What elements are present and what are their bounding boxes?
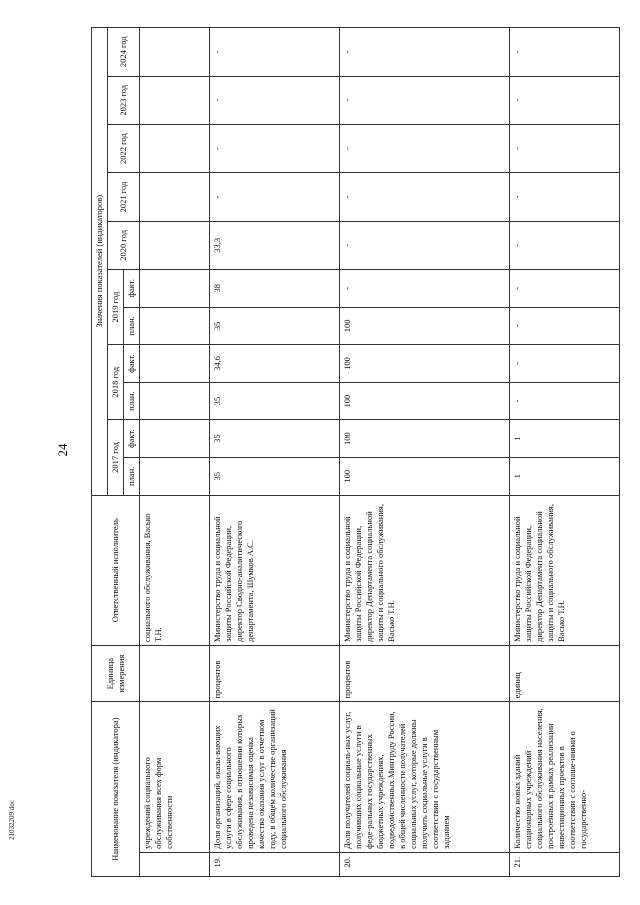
footer-doc-id: 21032209.doc: [8, 800, 16, 840]
header-2021: 2021 год: [108, 173, 140, 221]
row-number: [140, 852, 210, 876]
header-plan: план.: [124, 307, 140, 345]
value-cell: [140, 420, 210, 458]
value-cell: [140, 345, 210, 383]
header-name: Наименование показателя (индикатора): [92, 702, 140, 877]
header-responsible: Ответственный исполнитель: [92, 495, 140, 645]
value-cell: [140, 221, 210, 269]
value-cell: -: [210, 124, 340, 172]
value-cell: -: [210, 76, 340, 124]
responsible-cell: Министерство труда и социальной защиты Российской Федерации, директор Департамента социальной защиты и социального обслуживания, Васько Т.Н.: [510, 495, 620, 645]
indicator-name: Доля получателей социаль-ных услуг, получивших социальные услуги в феде-ральных государственных бюджетных учреждениях, подведомственных Минтруду России, в общей численности получателей социальных услуг, которые должны получить социальные услуги в соответствии с государственным заданием: [340, 702, 510, 852]
value-cell: -: [510, 124, 620, 172]
value-cell: [140, 173, 210, 221]
responsible-cell: Министерство труда и социальной защиты Российской Федерации, директор Сводно-аналитического департамента, Шумков А.С.: [210, 495, 340, 645]
value-cell: -: [510, 28, 620, 77]
value-cell: 34,6: [210, 345, 340, 383]
value-cell: -: [340, 173, 510, 221]
header-2020: 2020 год: [108, 221, 140, 269]
value-cell: [140, 457, 210, 495]
value-cell: -: [510, 76, 620, 124]
header-values: Значения показателей (индикаторов): [92, 28, 108, 496]
responsible-cell: Министерство труда и социальной защиты Российской Федерации, директор Департамента социальной защиты и социального обслуживания, Васько Т.Н.: [340, 495, 510, 645]
unit-cell: процентов: [340, 645, 510, 701]
value-cell: -: [510, 382, 620, 420]
indicator-table-rotated: [91, 27, 611, 877]
page-number: 24: [55, 443, 70, 457]
value-cell: -: [510, 345, 620, 383]
header-unit: Единица измерения: [92, 645, 140, 701]
value-cell: -: [340, 124, 510, 172]
value-cell: 35: [210, 307, 340, 345]
value-cell: -: [340, 76, 510, 124]
header-plan: план.: [124, 382, 140, 420]
value-cell: 100: [340, 382, 510, 420]
header-2022: 2022 год: [108, 124, 140, 172]
unit-cell: процентов: [210, 645, 340, 701]
value-cell: 100: [340, 420, 510, 458]
indicator-table: [91, 27, 620, 877]
header-fact: факт.: [124, 420, 140, 458]
value-cell: 35: [210, 457, 340, 495]
header-2017: 2017 год: [108, 420, 124, 495]
value-cell: -: [340, 221, 510, 269]
header-fact: факт.: [124, 345, 140, 383]
value-cell: [140, 307, 210, 345]
value-cell: [140, 28, 210, 77]
indicator-name: Количество новых зданий стационарных учреждений социального обслуживания населения, построенных в рамках реализации инвестиционных проектов в соответствии с соглаше-ниями о государственно-: [510, 702, 620, 852]
header-plan: план.: [124, 457, 140, 495]
value-cell: 1: [510, 420, 620, 458]
value-cell: -: [510, 269, 620, 307]
table-row: [340, 28, 510, 877]
value-cell: -: [510, 173, 620, 221]
header-2019: 2019 год: [108, 269, 124, 344]
value-cell: 38: [210, 269, 340, 307]
indicator-name: Доля организаций, оказы-вающих услуги в сфере социального обслуживания, в отношении которых проведена независимая оценка качества оказания услуг в отчетном году, в общем количестве организаций социального обслуживания: [210, 702, 340, 852]
value-cell: -: [510, 221, 620, 269]
row-number: 19.: [210, 852, 340, 876]
value-cell: 35: [210, 420, 340, 458]
value-cell: 100: [340, 307, 510, 345]
value-cell: 100: [340, 345, 510, 383]
header-2023: 2023 год: [108, 76, 140, 124]
value-cell: 1: [510, 457, 620, 495]
header-2024: 2024 год: [108, 28, 140, 77]
row-number: 21.: [510, 852, 620, 876]
value-cell: 100: [340, 457, 510, 495]
value-cell: 35: [210, 382, 340, 420]
row-number: 20.: [340, 852, 510, 876]
value-cell: [140, 124, 210, 172]
value-cell: [140, 269, 210, 307]
header-2018: 2018 год: [108, 345, 124, 420]
responsible-cell: социального обслуживания, Васько Т.Н.: [140, 495, 210, 645]
value-cell: -: [210, 173, 340, 221]
value-cell: [140, 76, 210, 124]
value-cell: -: [340, 269, 510, 307]
value-cell: -: [340, 28, 510, 77]
table-row: [140, 28, 210, 877]
unit-cell: [140, 645, 210, 701]
header-fact: факт.: [124, 269, 140, 307]
table-row: [210, 28, 340, 877]
unit-cell: единиц: [510, 645, 620, 701]
value-cell: 33,3: [210, 221, 340, 269]
value-cell: [140, 382, 210, 420]
indicator-name: учреждений социального обслуживания всех форм собственности: [140, 702, 210, 852]
value-cell: -: [210, 28, 340, 77]
value-cell: -: [510, 307, 620, 345]
table-row: [510, 28, 620, 877]
